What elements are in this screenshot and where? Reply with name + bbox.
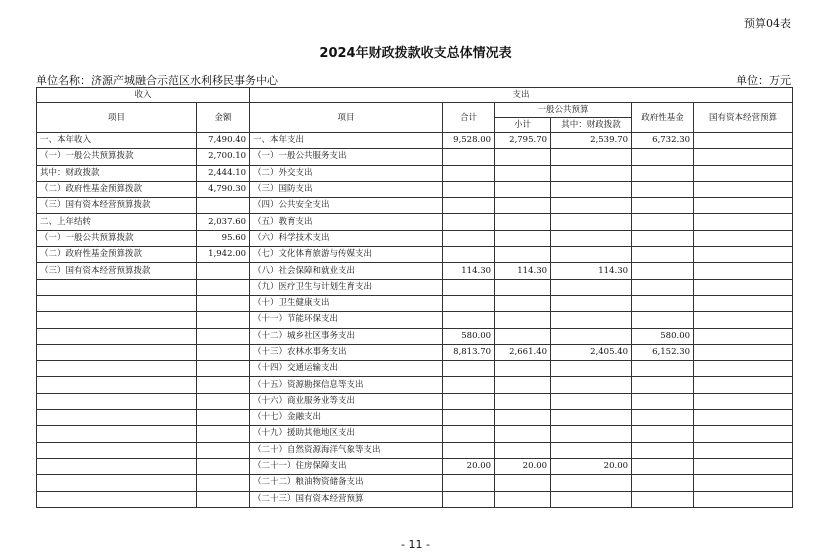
subtotal-cell: 2,795.70 <box>495 133 551 149</box>
expense-header: 支出 <box>250 88 793 103</box>
table-row <box>37 263 793 279</box>
total-cell <box>443 426 495 442</box>
fiscal-cell <box>551 410 632 426</box>
expense-item-cell: （五）教育支出 <box>250 214 443 230</box>
state-capital-cell <box>694 295 793 311</box>
gov-fund-cell <box>632 491 694 507</box>
fiscal-cell <box>551 230 632 246</box>
gov-fund-cell <box>632 295 694 311</box>
expense-item-cell: （八）社会保障和就业支出 <box>250 263 443 279</box>
fiscal-cell <box>551 312 632 328</box>
state-capital-cell <box>694 133 793 149</box>
total-cell <box>443 361 495 377</box>
state-capital-cell <box>694 491 793 507</box>
table-row <box>37 133 793 149</box>
gov-fund-cell <box>632 149 694 165</box>
expense-item-cell: （十）卫生健康支出 <box>250 295 443 311</box>
income-item-cell <box>37 295 197 311</box>
subtotal-cell <box>495 377 551 393</box>
fiscal-cell <box>551 377 632 393</box>
general-budget-header: 一般公共预算 <box>495 103 632 118</box>
fiscal-cell <box>551 165 632 181</box>
state-capital-header: 国有资本经营预算 <box>694 103 793 133</box>
income-amount-cell <box>197 393 250 409</box>
table-row <box>37 181 793 197</box>
state-capital-cell <box>694 426 793 442</box>
income-amount-cell <box>197 198 250 214</box>
gov-fund-cell <box>632 247 694 263</box>
income-amount-cell: 2,700.10 <box>197 149 250 165</box>
fiscal-cell <box>551 328 632 344</box>
income-amount-cell <box>197 475 250 491</box>
total-cell <box>443 247 495 263</box>
expense-item-cell: （九）医疗卫生与计划生育支出 <box>250 279 443 295</box>
state-capital-cell <box>694 198 793 214</box>
table-row <box>37 410 793 426</box>
state-capital-cell <box>694 344 793 360</box>
fiscal-cell <box>551 426 632 442</box>
table-row <box>37 230 793 246</box>
total-header: 合计 <box>443 103 495 133</box>
subtotal-cell <box>495 181 551 197</box>
gov-fund-cell <box>632 230 694 246</box>
subtotal-header: 小计 <box>495 118 551 133</box>
income-item-cell: 一、本年收入 <box>37 133 197 149</box>
fiscal-header: 其中：财政拨款 <box>551 118 632 133</box>
state-capital-cell <box>694 312 793 328</box>
total-cell <box>443 149 495 165</box>
state-capital-cell <box>694 181 793 197</box>
income-amount-cell <box>197 361 250 377</box>
state-capital-cell <box>694 214 793 230</box>
total-cell <box>443 165 495 181</box>
table-row <box>37 458 793 474</box>
subtotal-cell <box>495 295 551 311</box>
income-amount-cell: 95.60 <box>197 230 250 246</box>
page-title: 2024年财政拨款收支总体情况表 <box>319 46 512 61</box>
income-item-cell <box>37 279 197 295</box>
expense-item-cell: （十九）援助其他地区支出 <box>250 426 443 442</box>
gov-fund-cell: 580.00 <box>632 328 694 344</box>
fiscal-cell: 20.00 <box>551 458 632 474</box>
table-row <box>37 393 793 409</box>
total-cell <box>443 377 495 393</box>
gov-fund-cell: 6,732.30 <box>632 133 694 149</box>
subtotal-cell <box>495 328 551 344</box>
income-item-cell <box>37 426 197 442</box>
income-amount-cell <box>197 458 250 474</box>
table-row <box>37 361 793 377</box>
expense-item-cell: （三）国防支出 <box>250 181 443 197</box>
income-amount-header: 金额 <box>197 103 250 133</box>
total-cell <box>443 295 495 311</box>
total-cell <box>443 198 495 214</box>
total-cell: 20.00 <box>443 458 495 474</box>
subtotal-cell <box>495 247 551 263</box>
subtotal-cell <box>495 149 551 165</box>
subtotal-cell <box>495 230 551 246</box>
income-amount-cell <box>197 426 250 442</box>
state-capital-cell <box>694 165 793 181</box>
income-amount-cell <box>197 491 250 507</box>
income-item-header: 项目 <box>37 103 197 133</box>
total-cell: 8,813.70 <box>443 344 495 360</box>
table-row <box>37 426 793 442</box>
income-amount-cell: 2,444.10 <box>197 165 250 181</box>
state-capital-cell <box>694 458 793 474</box>
gov-fund-cell <box>632 377 694 393</box>
fiscal-cell <box>551 149 632 165</box>
table-row <box>37 214 793 230</box>
expense-item-cell: （十一）节能环保支出 <box>250 312 443 328</box>
income-amount-cell <box>197 328 250 344</box>
fiscal-cell <box>551 491 632 507</box>
gov-fund-cell <box>632 426 694 442</box>
table-row <box>37 377 793 393</box>
subtotal-cell <box>495 442 551 458</box>
subtotal-cell <box>495 475 551 491</box>
state-capital-cell <box>694 410 793 426</box>
fiscal-cell <box>551 247 632 263</box>
state-capital-cell <box>694 361 793 377</box>
expense-item-header: 项目 <box>250 103 443 133</box>
table-row <box>37 442 793 458</box>
table-row <box>37 295 793 311</box>
fiscal-cell: 2,405.40 <box>551 344 632 360</box>
total-cell <box>443 410 495 426</box>
budget-table <box>36 87 793 508</box>
state-capital-cell <box>694 475 793 491</box>
total-cell: 114.30 <box>443 263 495 279</box>
total-cell <box>443 312 495 328</box>
subtotal-cell: 114.30 <box>495 263 551 279</box>
income-item-cell <box>37 344 197 360</box>
subtotal-cell <box>495 312 551 328</box>
table-row <box>37 165 793 181</box>
table-row <box>37 279 793 295</box>
state-capital-cell <box>694 328 793 344</box>
income-amount-cell <box>197 263 250 279</box>
total-cell <box>443 181 495 197</box>
gov-fund-cell <box>632 198 694 214</box>
income-amount-cell <box>197 344 250 360</box>
income-item-cell <box>37 442 197 458</box>
income-amount-cell <box>197 442 250 458</box>
fiscal-cell <box>551 295 632 311</box>
income-item-cell <box>37 410 197 426</box>
expense-item-cell: 一、本年支出 <box>250 133 443 149</box>
table-row <box>37 491 793 507</box>
state-capital-cell <box>694 230 793 246</box>
gov-fund-cell <box>632 361 694 377</box>
subtotal-cell <box>495 279 551 295</box>
fiscal-cell: 114.30 <box>551 263 632 279</box>
income-amount-cell: 7,490.40 <box>197 133 250 149</box>
income-item-cell: （二）政府性基金预算拨款 <box>37 247 197 263</box>
fiscal-cell <box>551 361 632 377</box>
subtotal-cell <box>495 410 551 426</box>
form-number: 预算04表 <box>744 17 791 30</box>
total-cell <box>443 214 495 230</box>
expense-item-cell: （十三）农林水事务支出 <box>250 344 443 360</box>
expense-item-cell: （二十一）住房保障支出 <box>250 458 443 474</box>
income-amount-cell <box>197 279 250 295</box>
fiscal-cell <box>551 475 632 491</box>
expense-item-cell: （六）科学技术支出 <box>250 230 443 246</box>
gov-fund-cell <box>632 410 694 426</box>
fiscal-cell: 2,539.70 <box>551 133 632 149</box>
gov-fund-header: 政府性基金 <box>632 103 694 133</box>
currency-unit: 单位：万元 <box>736 74 791 87</box>
state-capital-cell <box>694 393 793 409</box>
income-item-cell: 其中：财政拨款 <box>37 165 197 181</box>
table-row <box>37 344 793 360</box>
gov-fund-cell <box>632 475 694 491</box>
state-capital-cell <box>694 247 793 263</box>
gov-fund-cell <box>632 263 694 279</box>
expense-item-cell: （二十）自然资源海洋气象等支出 <box>250 442 443 458</box>
gov-fund-cell <box>632 181 694 197</box>
expense-item-cell: （二十三）国有资本经营预算 <box>250 491 443 507</box>
gov-fund-cell <box>632 279 694 295</box>
total-cell: 9,528.00 <box>443 133 495 149</box>
income-amount-cell <box>197 377 250 393</box>
income-item-cell: （二）政府性基金预算拨款 <box>37 181 197 197</box>
total-cell <box>443 475 495 491</box>
table-row <box>37 328 793 344</box>
table-row <box>37 247 793 263</box>
expense-item-cell: （十七）金融支出 <box>250 410 443 426</box>
subtotal-cell <box>495 361 551 377</box>
fiscal-cell <box>551 279 632 295</box>
income-item-cell <box>37 475 197 491</box>
income-item-cell <box>37 458 197 474</box>
expense-item-cell: （一）一般公共服务支出 <box>250 149 443 165</box>
income-item-cell <box>37 491 197 507</box>
income-item-cell <box>37 361 197 377</box>
total-cell <box>443 442 495 458</box>
income-item-cell <box>37 312 197 328</box>
expense-item-cell: （四）公共安全支出 <box>250 198 443 214</box>
page-number: - 11 - <box>401 538 430 551</box>
gov-fund-cell <box>632 458 694 474</box>
income-item-cell: （一）一般公共预算拨款 <box>37 230 197 246</box>
gov-fund-cell <box>632 393 694 409</box>
unit-name: 单位名称：济源产城融合示范区水利移民事务中心 <box>36 74 278 87</box>
income-amount-cell <box>197 312 250 328</box>
gov-fund-cell: 6,152.30 <box>632 344 694 360</box>
gov-fund-cell <box>632 442 694 458</box>
income-amount-cell: 2,037.60 <box>197 214 250 230</box>
gov-fund-cell <box>632 214 694 230</box>
income-amount-cell <box>197 410 250 426</box>
subtotal-cell: 2,661.40 <box>495 344 551 360</box>
fiscal-cell <box>551 214 632 230</box>
subtotal-cell <box>495 214 551 230</box>
expense-item-cell: （十四）交通运输支出 <box>250 361 443 377</box>
fiscal-cell <box>551 393 632 409</box>
expense-item-cell: （七）文化体育旅游与传媒支出 <box>250 247 443 263</box>
total-cell <box>443 393 495 409</box>
gov-fund-cell <box>632 165 694 181</box>
state-capital-cell <box>694 263 793 279</box>
table-row <box>37 198 793 214</box>
income-item-cell: （一）一般公共预算拨款 <box>37 149 197 165</box>
fiscal-cell <box>551 181 632 197</box>
income-item-cell: 二、上年结转 <box>37 214 197 230</box>
income-header: 收入 <box>37 88 250 103</box>
table-row <box>37 475 793 491</box>
income-amount-cell: 1,942.00 <box>197 247 250 263</box>
income-item-cell <box>37 328 197 344</box>
total-cell <box>443 491 495 507</box>
expense-item-cell: （二）外交支出 <box>250 165 443 181</box>
expense-item-cell: （十六）商业服务业等支出 <box>250 393 443 409</box>
state-capital-cell <box>694 442 793 458</box>
income-amount-cell <box>197 295 250 311</box>
fiscal-cell <box>551 442 632 458</box>
state-capital-cell <box>694 149 793 165</box>
expense-item-cell: （十二）城乡社区事务支出 <box>250 328 443 344</box>
income-item-cell: （三）国有资本经营预算拨款 <box>37 263 197 279</box>
subtotal-cell <box>495 426 551 442</box>
gov-fund-cell <box>632 312 694 328</box>
subtotal-cell: 20.00 <box>495 458 551 474</box>
subtotal-cell <box>495 198 551 214</box>
total-cell <box>443 230 495 246</box>
expense-item-cell: （二十二）粮油物资储备支出 <box>250 475 443 491</box>
subtotal-cell <box>495 393 551 409</box>
state-capital-cell <box>694 279 793 295</box>
total-cell: 580.00 <box>443 328 495 344</box>
subtotal-cell <box>495 491 551 507</box>
table-row <box>37 149 793 165</box>
income-amount-cell: 4,790.30 <box>197 181 250 197</box>
table-row <box>37 312 793 328</box>
subtotal-cell <box>495 165 551 181</box>
state-capital-cell <box>694 377 793 393</box>
total-cell <box>443 279 495 295</box>
income-item-cell <box>37 377 197 393</box>
income-item-cell: （三）国有资本经营预算拨款 <box>37 198 197 214</box>
expense-item-cell: （十五）资源勘探信息等支出 <box>250 377 443 393</box>
fiscal-cell <box>551 198 632 214</box>
income-item-cell <box>37 393 197 409</box>
